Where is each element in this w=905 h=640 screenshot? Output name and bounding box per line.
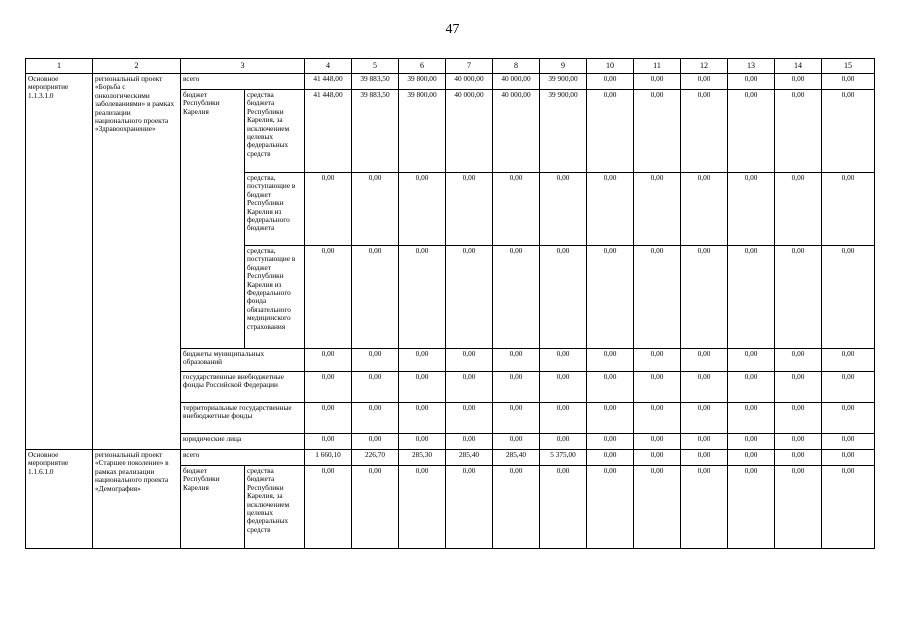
value-cell: 0,00 [399,246,446,349]
value-cell: 0,00 [822,349,875,372]
funding-source-cell: средства, поступающие в бюджет Республики Карелия из Федерального фонда обязательного медицинского страхования [245,246,305,349]
value-cell: 0,00 [540,349,587,372]
value-cell: 1 660,10 [305,450,352,466]
column-header-5: 5 [352,59,399,74]
value-cell: 39 900,00 [540,90,587,173]
value-cell: 0,00 [728,372,775,403]
value-cell: 0,00 [681,173,728,246]
value-cell: 0,00 [493,246,540,349]
value-cell: 39 800,00 [399,74,446,90]
value-cell: 0,00 [634,349,681,372]
value-cell: 0,00 [822,466,875,549]
value-cell: 0,00 [681,90,728,173]
value-cell: 0,00 [775,372,822,403]
value-cell: 0,00 [493,434,540,450]
value-cell: 0,00 [540,466,587,549]
value-cell: 0,00 [634,466,681,549]
value-cell: 0,00 [775,450,822,466]
value-cell: 0,00 [540,173,587,246]
value-cell: 0,00 [775,403,822,434]
value-cell: 0,00 [305,466,352,549]
value-cell: 0,00 [493,349,540,372]
value-cell: 0,00 [446,349,493,372]
measure-cell: Основное мероприятие 1.1.6.1.0 [26,450,93,549]
column-header-9: 9 [540,59,587,74]
value-cell: 0,00 [681,74,728,90]
column-header-6: 6 [399,59,446,74]
value-cell: 285,30 [399,450,446,466]
value-cell: 0,00 [587,90,634,173]
header-row [26,59,875,74]
value-cell: 0,00 [634,450,681,466]
value-cell: 0,00 [305,434,352,450]
value-cell: 0,00 [775,74,822,90]
value-cell: 0,00 [728,90,775,173]
value-cell: 285,40 [446,450,493,466]
column-header-2: 2 [93,59,181,74]
value-cell: 0,00 [634,74,681,90]
value-cell: 40 000,00 [446,74,493,90]
value-cell: 0,00 [822,403,875,434]
column-header-12: 12 [681,59,728,74]
project-cell: региональный проект «Старшее поколение» в рамках реализации национального проекта «Демография» [93,450,181,549]
column-header-1: 1 [26,59,93,74]
column-header-10: 10 [587,59,634,74]
value-cell: 0,00 [587,403,634,434]
value-cell: 0,00 [352,403,399,434]
value-cell: 0,00 [493,173,540,246]
value-cell: 0,00 [446,173,493,246]
value-cell: 0,00 [446,372,493,403]
value-cell: 0,00 [587,466,634,549]
value-cell: 40 000,00 [493,90,540,173]
value-cell: 0,00 [446,403,493,434]
value-cell: 0,00 [775,90,822,173]
value-cell: 0,00 [587,372,634,403]
value-cell: 0,00 [352,466,399,549]
value-cell: 285,40 [493,450,540,466]
value-cell: 0,00 [728,349,775,372]
value-cell: 0,00 [399,466,446,549]
value-cell: 0,00 [775,173,822,246]
value-cell: 0,00 [305,403,352,434]
value-cell: 0,00 [681,349,728,372]
column-header-11: 11 [634,59,681,74]
funding-label-cell: территориальные государственные внебюджетные фонды [181,403,305,434]
value-cell: 39 883,50 [352,90,399,173]
value-cell: 0,00 [399,434,446,450]
value-cell: 0,00 [728,74,775,90]
value-cell: 0,00 [775,466,822,549]
value-cell: 0,00 [728,450,775,466]
value-cell: 0,00 [634,372,681,403]
value-cell: 39 800,00 [399,90,446,173]
column-header-4: 4 [305,59,352,74]
value-cell: 0,00 [728,246,775,349]
value-cell: 0,00 [446,434,493,450]
value-cell: 0,00 [681,403,728,434]
value-cell: 41 448,00 [305,90,352,173]
funding-source-cell: средства бюджета Республики Карелия, за исключением целевых федеральных средств [245,466,305,549]
budget-table [25,58,875,549]
value-cell: 0,00 [446,246,493,349]
column-header-3: 3 [181,59,305,74]
value-cell: 0,00 [493,372,540,403]
value-cell: 0,00 [822,372,875,403]
funding-source-cell: средства бюджета Республики Карелия, за исключением целевых федеральных средств [245,90,305,173]
value-cell: 40 000,00 [493,74,540,90]
page-number: 47 [445,22,460,37]
value-cell: 5 375,00 [540,450,587,466]
value-cell: 0,00 [634,173,681,246]
value-cell: 0,00 [728,434,775,450]
value-cell: 40 000,00 [446,90,493,173]
value-cell: 0,00 [822,173,875,246]
value-cell: 0,00 [540,246,587,349]
value-cell: 0,00 [587,434,634,450]
funding-label-cell: юридические лица [181,434,305,450]
column-header-14: 14 [775,59,822,74]
value-cell: 0,00 [305,349,352,372]
project-cell: региональный проект «Борьба с онкологическими заболеваниями» в рамках реализации национального проекта «Здравоохранение» [93,74,181,450]
column-header-7: 7 [446,59,493,74]
value-cell: 0,00 [634,434,681,450]
value-cell: 0,00 [775,349,822,372]
value-cell: 0,00 [822,90,875,173]
column-header-13: 13 [728,59,775,74]
total-row [26,74,875,90]
total-label-cell: всего [181,450,305,466]
value-cell: 0,00 [634,403,681,434]
budget-label-cell: бюджет Республики Карелия [181,90,245,349]
value-cell: 0,00 [728,173,775,246]
funding-label-cell: государственные внебюджетные фонды Российской Федерации [181,372,305,403]
value-cell: 0,00 [681,246,728,349]
value-cell: 0,00 [352,434,399,450]
value-cell: 0,00 [399,372,446,403]
value-cell: 0,00 [399,349,446,372]
value-cell: 0,00 [399,403,446,434]
value-cell: 0,00 [493,466,540,549]
value-cell: 0,00 [587,349,634,372]
value-cell: 0,00 [540,434,587,450]
value-cell: 0,00 [728,403,775,434]
value-cell: 0,00 [681,450,728,466]
value-cell: 41 448,00 [305,74,352,90]
value-cell: 0,00 [681,434,728,450]
measure-cell: Основное мероприятие 1.1.3.1.0 [26,74,93,450]
value-cell: 0,00 [446,466,493,549]
value-cell: 0,00 [681,372,728,403]
value-cell: 0,00 [587,246,634,349]
total-label-cell: всего [181,74,305,90]
value-cell: 0,00 [305,246,352,349]
value-cell: 0,00 [305,372,352,403]
value-cell: 0,00 [728,466,775,549]
value-cell: 0,00 [352,372,399,403]
funding-label-cell: бюджеты муниципальных образований [181,349,305,372]
value-cell: 0,00 [634,246,681,349]
value-cell: 0,00 [587,173,634,246]
value-cell: 0,00 [540,372,587,403]
value-cell: 0,00 [634,90,681,173]
value-cell: 0,00 [493,403,540,434]
value-cell: 39 883,50 [352,74,399,90]
value-cell: 0,00 [775,246,822,349]
column-header-8: 8 [493,59,540,74]
value-cell: 39 900,00 [540,74,587,90]
value-cell: 0,00 [822,450,875,466]
value-cell: 0,00 [775,434,822,450]
value-cell: 0,00 [587,450,634,466]
total-row [26,450,875,466]
value-cell: 0,00 [540,403,587,434]
value-cell: 0,00 [399,173,446,246]
value-cell: 0,00 [352,246,399,349]
value-cell: 0,00 [822,246,875,349]
value-cell: 226,70 [352,450,399,466]
value-cell: 0,00 [587,74,634,90]
value-cell: 0,00 [352,349,399,372]
column-header-15: 15 [822,59,875,74]
value-cell: 0,00 [822,74,875,90]
value-cell: 0,00 [822,434,875,450]
funding-source-cell: средства, поступающие в бюджет Республики Карелия из федерального бюджета [245,173,305,246]
budget-label-cell: бюджет Республики Карелия [181,466,245,549]
value-cell: 0,00 [352,173,399,246]
value-cell: 0,00 [681,466,728,549]
value-cell: 0,00 [305,173,352,246]
